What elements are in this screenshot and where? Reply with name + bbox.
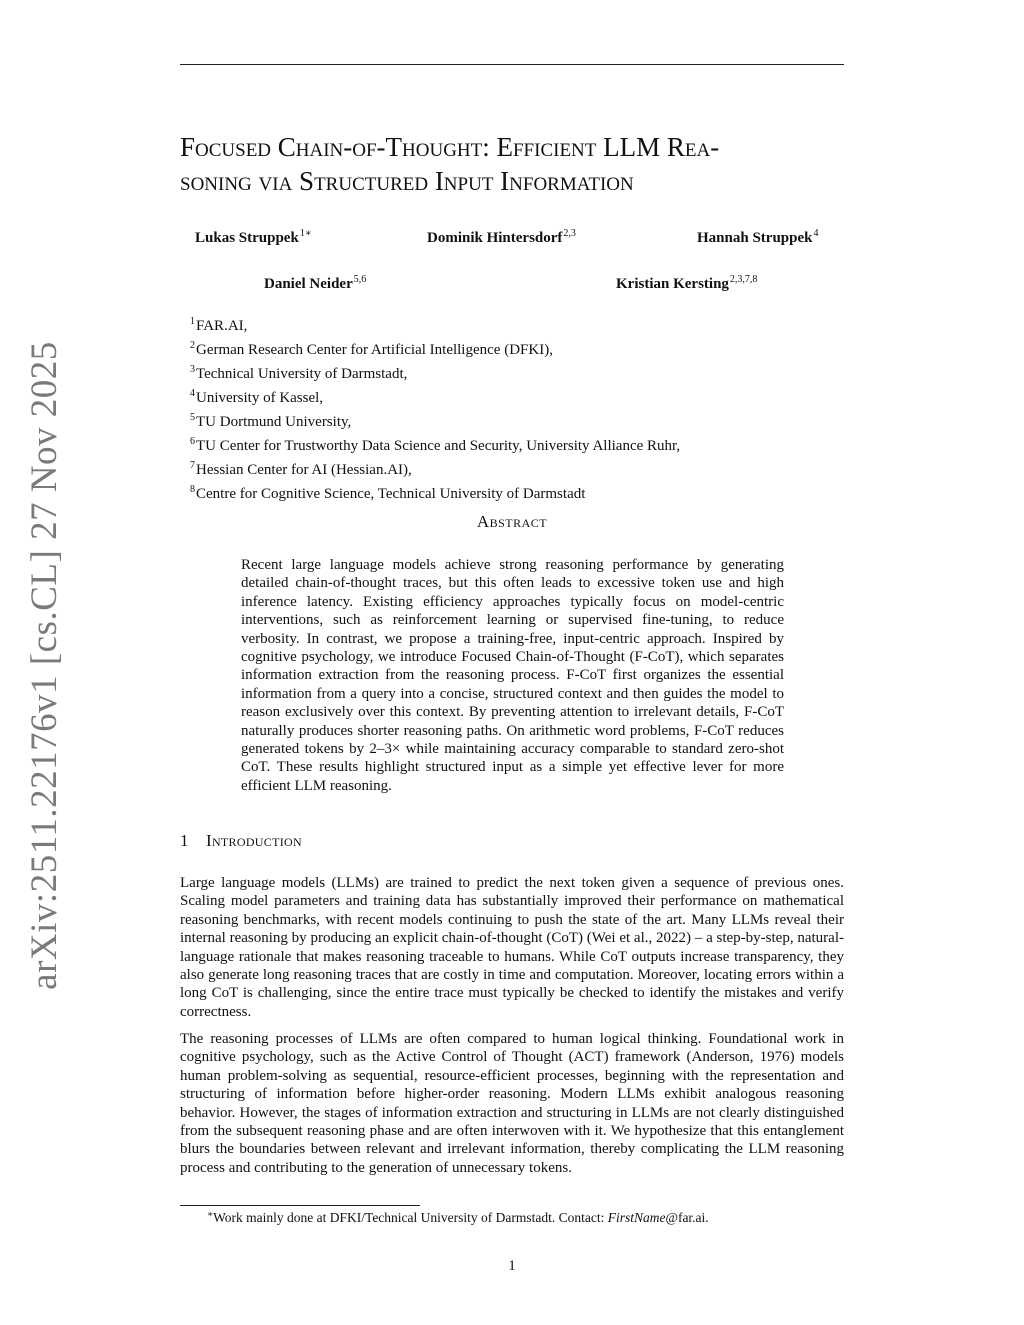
footnote	[207, 1209, 709, 1226]
affiliation-number: 5	[190, 412, 195, 423]
author-name: Kristian Kersting	[616, 276, 729, 292]
author-lukas-struppek	[195, 228, 312, 247]
affiliation-number: 3	[190, 364, 195, 375]
author-kristian-kersting	[616, 274, 757, 293]
affiliation-list	[190, 312, 830, 504]
section-number: 1	[180, 831, 189, 850]
footnote-mark: ∗	[207, 1209, 214, 1219]
author-affiliation-marks: 4	[813, 228, 819, 239]
affiliation-item	[190, 360, 830, 384]
author-name: Daniel Neider	[264, 276, 353, 292]
affiliation-item	[190, 312, 830, 336]
affiliation-text: Hessian Center for AI (Hessian.AI),	[196, 462, 412, 478]
author-dominik-hintersdorf	[427, 228, 576, 247]
author-name: Lukas Struppek	[195, 230, 299, 246]
footnote-rule	[180, 1205, 420, 1206]
affiliation-number: 4	[190, 388, 195, 399]
affiliation-item	[190, 408, 830, 432]
affiliation-text: FAR.AI,	[196, 318, 248, 334]
abstract-body: Recent large language models achieve strong reasoning performance by generating detailed chain-of-thought traces, but this often leads to excessive token use and high inference latency. Existing efficiency approaches typically focus on model-centric interventions, such as reinforcement learning or supervised fine-tuning, to reduce verbosity. In contrast, we propose a training-free, input-centric approach. Inspired by cognitive psychology, we introduce Focused Chain-of-Thought (F-CoT), which separates information extraction from the reasoning process. F-CoT first organizes the essential information from a query into a concise, structured context and then guides the model to reason exclusively over this context. By preventing attention to irrelevant details, F-CoT naturally produces shorter reasoning paths. On arithmetic word problems, F-CoT reduces generated tokens by 2–3× while maintaining accuracy comparable to standard zero-shot CoT. These results highlight structured input as a simple yet effective lever for more efficient LLM reasoning.	[241, 557, 784, 794]
intro-paragraph-2: The reasoning processes of LLMs are often compared to human logical thinking. Foundational work in cognitive psychology, such as the Active Control of Thought (ACT) framework (Anderson, 1976) models human problem-solving as sequential, resource-efficient processes, beginning with the representation and structuring of information before higher-order reasoning. Modern LLMs exhibit analogous reasoning behavior. However, the stages of information extraction and structuring in LLMs are not clearly distinguished from the subsequent reasoning phase and are often interwoven with it. We hypothesize that this entanglement blurs the boundaries between relevant and irrelevant information, thereby complicating the LLM reasoning process and contributing to the generation of unnecessary tokens.	[180, 1031, 844, 1176]
affiliation-text: TU Center for Trustworthy Data Science and Security, University Alliance Ruhr,	[196, 438, 681, 454]
footnote-text: Work mainly done at DFKI/Technical University of Darmstadt. Contact:	[213, 1210, 608, 1225]
affiliation-text: TU Dortmund University,	[196, 414, 352, 430]
author-name: Hannah Struppek	[697, 230, 813, 246]
author-hannah-struppek	[697, 228, 818, 247]
author-affiliation-marks: 5,6	[353, 274, 367, 285]
section-heading	[180, 831, 302, 851]
footnote-email-domain: @far.ai.	[665, 1210, 709, 1225]
affiliation-number: 2	[190, 340, 195, 351]
author-affiliation-marks: 2,3,7,8	[729, 274, 758, 285]
top-rule	[180, 64, 844, 65]
title-line-2: soning via Structured Input Information	[180, 166, 634, 196]
affiliation-item	[190, 480, 830, 504]
author-daniel-neider	[264, 274, 366, 293]
title-line-1: Focused Chain-of-Thought: Efficient LLM Rea-	[180, 132, 720, 162]
arxiv-watermark	[20, 340, 68, 990]
author-affiliation-marks: 2,3	[563, 228, 576, 239]
affiliation-number: 1	[190, 316, 195, 327]
affiliation-item	[190, 432, 830, 456]
affiliation-text: University of Kassel,	[196, 390, 324, 406]
affiliation-number: 7	[190, 460, 195, 471]
intro-paragraph-1: Large language models (LLMs) are trained to predict the next token given a sequence of previous ones. Scaling model parameters and training data has substantially improved their performance on mathematical reasoning benchmarks, with recent models continuing to push the state of the art. Many LLMs reveal their internal reasoning by producing an explicit chain-of-thought (CoT) (Wei et al., 2022) – a step-by-step, natural-language rationale that makes reasoning traceable to humans. While CoT outputs increase transparency, they also generate long reasoning traces that are costly in time and computation. Moreover, locating errors within a long CoT is challenging, since the entire trace must typically be checked to identify the mistakes and verify correctness.	[180, 875, 844, 1020]
abstract-heading: Abstract	[476, 512, 548, 531]
author-affiliation-marks: 1∗	[299, 228, 312, 239]
section-title: Introduction	[206, 831, 302, 850]
affiliation-number: 8	[190, 484, 195, 495]
paper-title	[180, 130, 880, 198]
affiliation-item	[190, 384, 830, 408]
author-name: Dominik Hintersdorf	[427, 230, 563, 246]
arxiv-id-text: arXiv:2511.22176v1 [cs.CL] 27 Nov 2025	[23, 340, 65, 990]
affiliation-item	[190, 336, 830, 360]
affiliation-text: Centre for Cognitive Science, Technical University of Darmstadt	[196, 486, 586, 502]
page-number: 1	[508, 1258, 516, 1274]
affiliation-text: Technical University of Darmstadt,	[196, 366, 408, 382]
affiliation-text: German Research Center for Artificial Intelligence (DFKI),	[196, 342, 553, 358]
affiliation-number: 6	[190, 436, 195, 447]
affiliation-item	[190, 456, 830, 480]
footnote-emphasis: FirstName	[607, 1210, 666, 1225]
